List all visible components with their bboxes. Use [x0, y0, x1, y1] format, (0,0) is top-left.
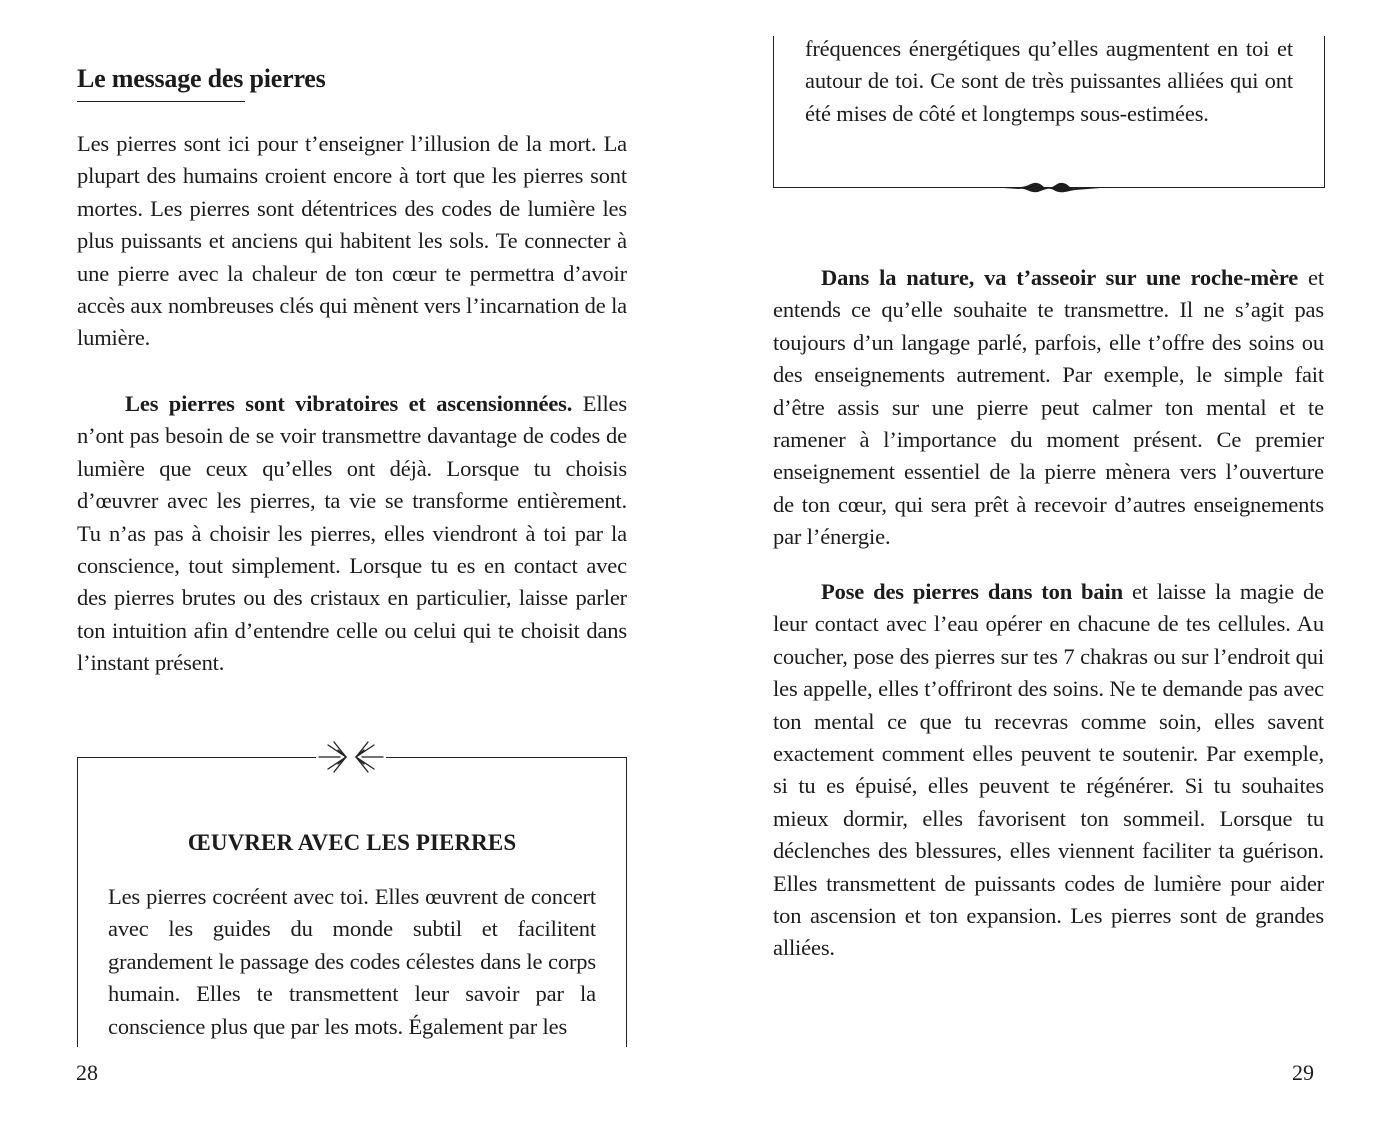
paragraph-bath-stones — [773, 576, 1324, 965]
page-number-left: 28 — [76, 1060, 98, 1085]
heading-underline — [77, 101, 245, 102]
right-page — [700, 0, 1400, 1133]
paragraph-body: et entends ce qu’elle souhaite te transmettre. Il ne s’agit pas toujours d’un langage parlé, parfois, elle t’offre des soins ou des enseignements autrement. Par exemple, le simple fait d’être assis sur une pierre peut calmer ton mental et te ramener à l’importance du moment présent. Ce premier enseignement essentiel de la pierre mènera vers l’ouverture de ton cœur, qui sera prêt à recevoir d’autres enseignements par l’énergie. — [773, 265, 1324, 550]
page-number-right: 29 — [1292, 1060, 1314, 1085]
paragraph-vibratory-stones — [77, 388, 627, 680]
sidebar-box-text: Les pierres cocréent avec toi. Elles œuvrent de concert avec les guides du monde subtil et facilitent grandement le passage des codes célestes dans le corps humain. Elles te transmettent leur savoir par la conscience plus que par les mots. Également par les — [108, 884, 596, 1039]
swash-ornament-icon — [985, 178, 1115, 198]
paragraph-illusion-of-death: Les pierres sont ici pour t’enseigner l’illusion de la mort. La plupart des humains croient encore à tort que les pierres sont mortes. Les pierres sont détentrices des codes de lumière les plus puissants et anciens qui habitent les sols. Te connecter à une pierre avec la chaleur de ton cœur te permettra d’avoir accès aux nombreuses clés qui mènent vers l’incarnation de la lumière. — [77, 131, 628, 351]
paragraph-body: et laisse la magie de leur contact avec l’eau opérer en chacune de tes cellules. Au coucher, pose des pierres sur tes 7 chakras ou sur l’endroit qui les appelle, elles t’offriront des soins. Ne te demande pas avec ton mental ce que tu recevras comme soin, elles savent exactement comment elles peuvent te soutenir. Par exemple, si tu es épuisé, elles peuvent te régénérer. Si tu souhaites mieux dormir, elles favorisent ton sommeil. Lorsque tu déclenches des blessures, elles viennent faciliter ta guérison. Elles transmettent de puissants codes de lumière pour aider ton ascension et ton expansion. Les pierres sont de grandes alliées. — [773, 579, 1324, 961]
paragraph-body: Elles n’ont pas besoin de se voir transmettre davantage de codes de lumière que ceux qu’elles ont déjà. Lorsque tu choisis d’œuvrer avec les pierres, ta vie se transforme entièrement. Tu n’as pas à choisir les pierres, elles viendront à toi par la conscience, tout simplement. Lorsque tu es en contact avec des pierres brutes ou des cristaux en particulier, laisse parler ton intuition afin d’entendre celle ou celui qui te choisit dans l’instant présent. — [77, 391, 627, 676]
paragraph-bedrock — [773, 262, 1324, 554]
sidebar-box-title: ŒUVRER AVEC LES PIERRES — [187, 830, 517, 855]
starburst-ornament-icon — [316, 738, 386, 776]
sidebar-box-continued-text: fréquences énergétiques qu’elles augmentent en toi et autour de toi. Ce sont de très puissantes alliées qui ont été mises de côté et longtemps sous-estimées. — [805, 36, 1293, 126]
paragraph-lead: Dans la nature, va t’asseoir sur une roche-mère — [821, 265, 1299, 290]
section-heading: Le message des pierres — [77, 64, 326, 93]
paragraph-lead: Pose des pierres dans ton bain — [821, 579, 1123, 604]
paragraph-lead: Les pierres sont vibratoires et ascensionnées. — [125, 391, 573, 416]
